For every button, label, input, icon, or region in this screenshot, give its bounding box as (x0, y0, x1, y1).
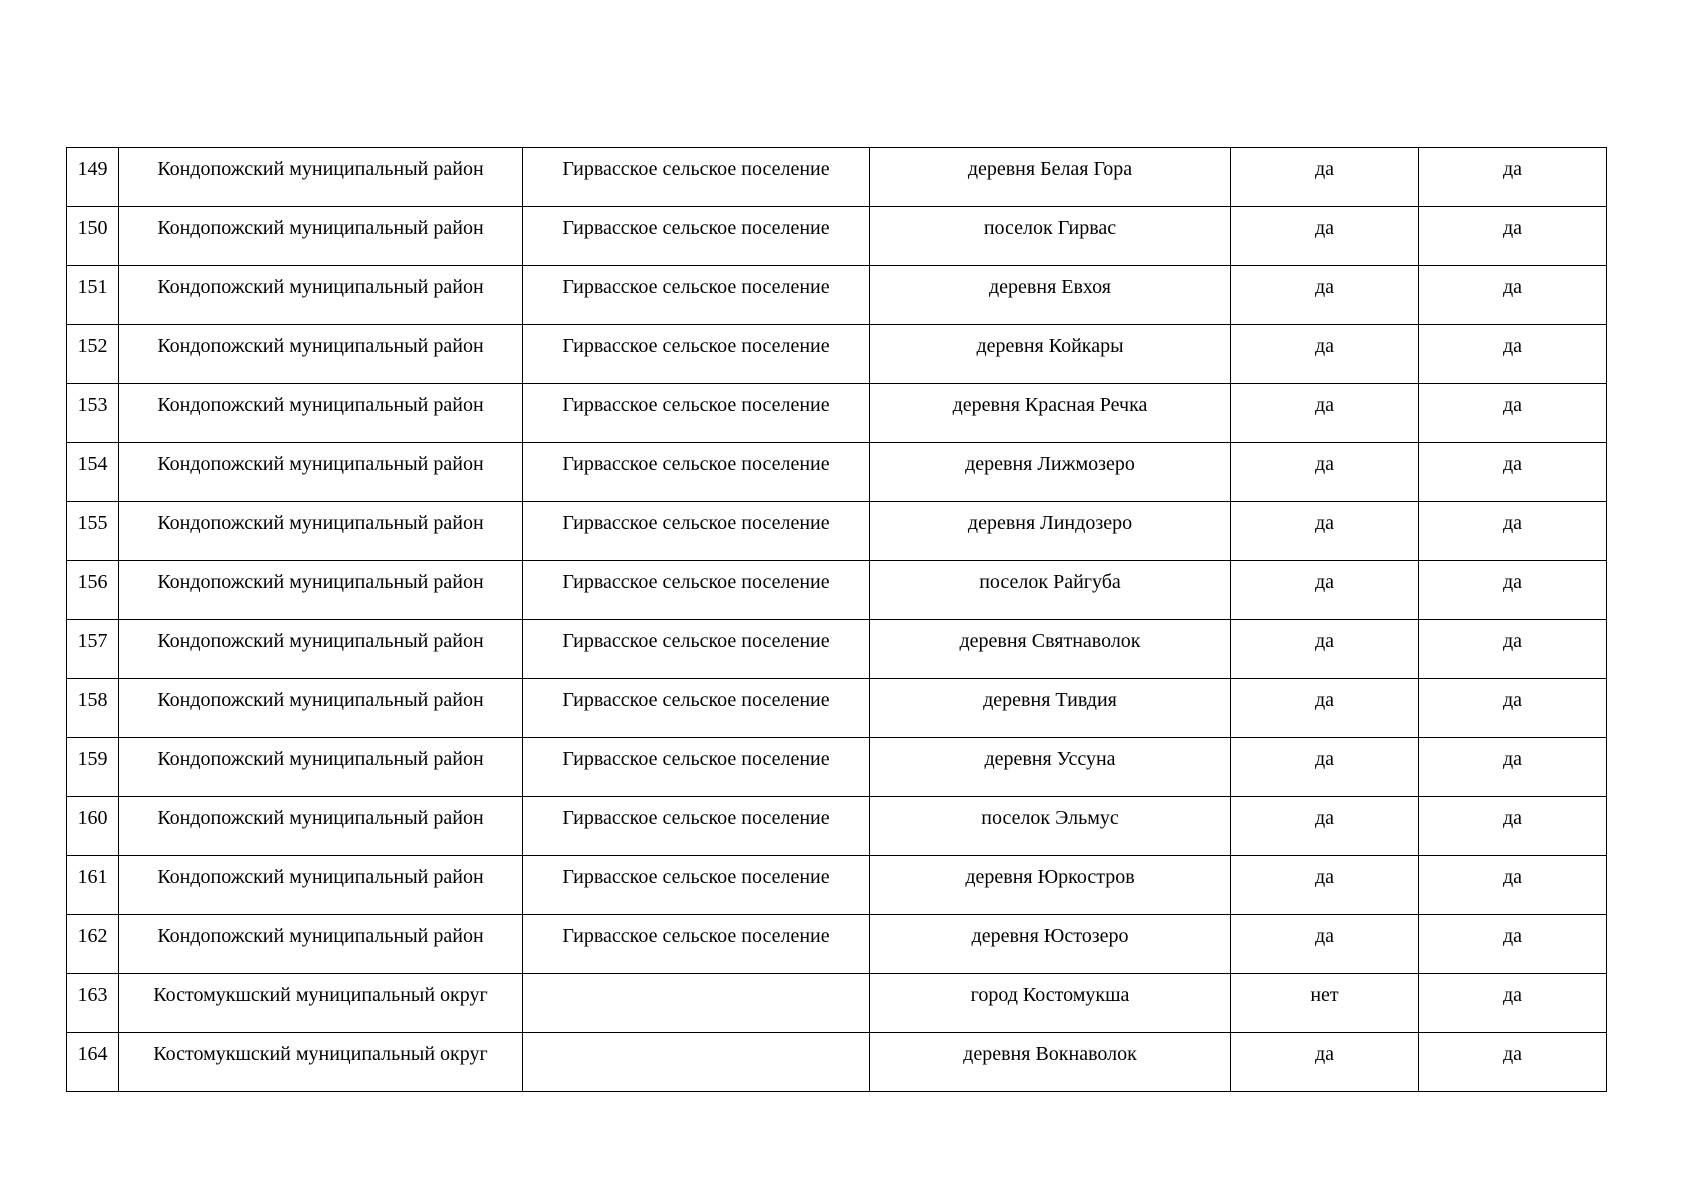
row-number-cell (67, 974, 119, 1033)
flag-cell-1 (1231, 384, 1419, 443)
district-cell-text: Кондопожский муниципальный район (157, 512, 484, 534)
table-row (67, 443, 1607, 502)
locality-cell-text: деревня Евхоя (989, 276, 1111, 298)
settlement-cell (523, 325, 870, 384)
table-row (67, 148, 1607, 207)
flag-cell-1-text: да (1314, 217, 1335, 239)
flag-cell-2-text: да (1502, 571, 1523, 593)
settlement-cell-text: Гирвасское сельское поселение (562, 217, 830, 239)
locality-cell (870, 148, 1231, 207)
flag-cell-2 (1419, 443, 1607, 502)
row-number-cell-text: 159 (77, 748, 108, 770)
row-number-cell (67, 266, 119, 325)
flag-cell-1 (1231, 620, 1419, 679)
flag-cell-2-text: да (1502, 394, 1523, 416)
row-number-cell (67, 679, 119, 738)
district-cell (119, 915, 523, 974)
settlement-cell (523, 856, 870, 915)
district-cell-text: Кондопожский муниципальный район (157, 453, 484, 475)
district-cell-text: Кондопожский муниципальный район (157, 748, 484, 770)
row-number-cell (67, 148, 119, 207)
flag-cell-2 (1419, 502, 1607, 561)
settlement-cell (523, 207, 870, 266)
district-cell (119, 325, 523, 384)
flag-cell-2 (1419, 148, 1607, 207)
flag-cell-1-text: да (1314, 630, 1335, 652)
flag-cell-2 (1419, 266, 1607, 325)
locality-cell (870, 325, 1231, 384)
district-cell (119, 207, 523, 266)
table-row (67, 679, 1607, 738)
district-cell-text: Кондопожский муниципальный район (157, 866, 484, 888)
district-cell (119, 266, 523, 325)
locality-cell-text: деревня Юстозеро (971, 925, 1129, 947)
row-number-cell-text: 149 (77, 158, 108, 180)
row-number-cell-text: 154 (77, 453, 108, 475)
settlement-cell-text: Гирвасское сельское поселение (562, 158, 830, 180)
table-row (67, 1033, 1607, 1092)
table-row (67, 561, 1607, 620)
locality-cell (870, 915, 1231, 974)
flag-cell-2 (1419, 915, 1607, 974)
table-row (67, 974, 1607, 1033)
row-number-cell-text: 164 (77, 1043, 108, 1065)
settlement-cell-text: Гирвасское сельское поселение (562, 925, 830, 947)
flag-cell-2 (1419, 325, 1607, 384)
district-cell (119, 738, 523, 797)
district-cell-text: Костомукшский муниципальный округ (153, 984, 488, 1006)
flag-cell-1-text: да (1314, 571, 1335, 593)
flag-cell-1 (1231, 856, 1419, 915)
settlements-table (66, 147, 1607, 1092)
locality-cell-text: деревня Вокнаволок (963, 1043, 1137, 1065)
settlement-cell-text: Гирвасское сельское поселение (562, 866, 830, 888)
flag-cell-2-text: да (1502, 158, 1523, 180)
table-row (67, 797, 1607, 856)
table-row (67, 502, 1607, 561)
row-number-cell-text: 153 (77, 394, 108, 416)
district-cell-text: Костомукшский муниципальный округ (153, 1043, 488, 1065)
flag-cell-2-text: да (1502, 689, 1523, 711)
locality-cell-text: деревня Тивдия (983, 689, 1117, 711)
flag-cell-2 (1419, 856, 1607, 915)
row-number-cell-text: 157 (77, 630, 108, 652)
locality-cell-text: деревня Белая Гора (967, 158, 1133, 180)
flag-cell-1 (1231, 502, 1419, 561)
flag-cell-1 (1231, 561, 1419, 620)
settlement-cell-text (523, 974, 869, 984)
flag-cell-2 (1419, 384, 1607, 443)
table-row (67, 266, 1607, 325)
row-number-cell (67, 856, 119, 915)
district-cell (119, 797, 523, 856)
table-row (67, 207, 1607, 266)
settlement-cell-text: Гирвасское сельское поселение (562, 512, 830, 534)
settlement-cell (523, 148, 870, 207)
locality-cell (870, 856, 1231, 915)
flag-cell-1 (1231, 974, 1419, 1033)
row-number-cell-text: 160 (77, 807, 108, 829)
flag-cell-1 (1231, 325, 1419, 384)
table-row (67, 856, 1607, 915)
district-cell (119, 679, 523, 738)
flag-cell-1-text: да (1314, 512, 1335, 534)
settlement-cell (523, 443, 870, 502)
district-cell-text: Кондопожский муниципальный район (157, 689, 484, 711)
locality-cell (870, 502, 1231, 561)
row-number-cell (67, 502, 119, 561)
row-number-cell (67, 797, 119, 856)
row-number-cell-text: 152 (77, 335, 108, 357)
flag-cell-2 (1419, 797, 1607, 856)
district-cell-text: Кондопожский муниципальный район (157, 571, 484, 593)
row-number-cell-text: 162 (77, 925, 108, 947)
flag-cell-1 (1231, 679, 1419, 738)
flag-cell-2 (1419, 738, 1607, 797)
row-number-cell-text: 151 (77, 276, 108, 298)
district-cell (119, 384, 523, 443)
locality-cell (870, 443, 1231, 502)
flag-cell-2-text: да (1502, 630, 1523, 652)
district-cell-text: Кондопожский муниципальный район (157, 394, 484, 416)
locality-cell (870, 384, 1231, 443)
locality-cell-text: поселок Эльмус (981, 807, 1119, 829)
row-number-cell (67, 384, 119, 443)
flag-cell-2-text: да (1502, 1043, 1523, 1065)
settlement-cell-text: Гирвасское сельское поселение (562, 689, 830, 711)
settlement-cell (523, 384, 870, 443)
settlement-cell-text: Гирвасское сельское поселение (562, 807, 830, 829)
row-number-cell (67, 1033, 119, 1092)
flag-cell-2-text: да (1502, 217, 1523, 239)
table-row (67, 738, 1607, 797)
flag-cell-1 (1231, 738, 1419, 797)
row-number-cell (67, 207, 119, 266)
row-number-cell (67, 738, 119, 797)
district-cell-text: Кондопожский муниципальный район (157, 630, 484, 652)
locality-cell (870, 797, 1231, 856)
row-number-cell-text: 156 (77, 571, 108, 593)
district-cell-text: Кондопожский муниципальный район (157, 158, 484, 180)
flag-cell-2 (1419, 620, 1607, 679)
district-cell (119, 620, 523, 679)
row-number-cell-text: 161 (77, 866, 108, 888)
flag-cell-2 (1419, 1033, 1607, 1092)
settlement-cell (523, 679, 870, 738)
locality-cell-text: деревня Красная Речка (952, 394, 1148, 416)
locality-cell (870, 266, 1231, 325)
flag-cell-2-text: да (1502, 276, 1523, 298)
settlement-cell-text: Гирвасское сельское поселение (562, 748, 830, 770)
district-cell-text: Кондопожский муниципальный район (157, 335, 484, 357)
settlement-cell (523, 266, 870, 325)
district-cell-text: Кондопожский муниципальный район (157, 925, 484, 947)
table-row (67, 325, 1607, 384)
flag-cell-1-text: да (1314, 807, 1335, 829)
settlement-cell-text: Гирвасское сельское поселение (562, 571, 830, 593)
row-number-cell-text: 150 (77, 217, 108, 239)
locality-cell-text: деревня Койкары (976, 335, 1124, 357)
flag-cell-1 (1231, 797, 1419, 856)
flag-cell-1-text: да (1314, 925, 1335, 947)
flag-cell-2-text: да (1502, 807, 1523, 829)
flag-cell-1 (1231, 443, 1419, 502)
table-row (67, 384, 1607, 443)
district-cell (119, 502, 523, 561)
flag-cell-2-text: да (1502, 335, 1523, 357)
flag-cell-1-text: да (1314, 748, 1335, 770)
flag-cell-1-text: да (1314, 335, 1335, 357)
row-number-cell (67, 561, 119, 620)
flag-cell-2-text: да (1502, 748, 1523, 770)
settlement-cell (523, 797, 870, 856)
district-cell-text: Кондопожский муниципальный район (157, 807, 484, 829)
locality-cell-text: деревня Святнаволок (959, 630, 1141, 652)
settlement-cell-text: Гирвасское сельское поселение (562, 453, 830, 475)
district-cell-text: Кондопожский муниципальный район (157, 276, 484, 298)
flag-cell-2 (1419, 974, 1607, 1033)
locality-cell (870, 1033, 1231, 1092)
district-cell (119, 856, 523, 915)
settlement-cell-text: Гирвасское сельское поселение (562, 394, 830, 416)
flag-cell-1 (1231, 148, 1419, 207)
table-body (67, 148, 1607, 1092)
row-number-cell-text: 158 (77, 689, 108, 711)
locality-cell (870, 620, 1231, 679)
settlement-cell (523, 561, 870, 620)
row-number-cell-text: 163 (77, 984, 108, 1006)
locality-cell (870, 738, 1231, 797)
locality-cell-text: деревня Уссуна (984, 748, 1116, 770)
flag-cell-1-text: да (1314, 158, 1335, 180)
district-cell (119, 148, 523, 207)
district-cell (119, 1033, 523, 1092)
locality-cell (870, 561, 1231, 620)
locality-cell-text: деревня Юркостров (965, 866, 1135, 888)
flag-cell-2-text: да (1502, 984, 1523, 1006)
flag-cell-2 (1419, 561, 1607, 620)
flag-cell-1 (1231, 266, 1419, 325)
settlement-cell (523, 974, 870, 1033)
settlement-cell (523, 738, 870, 797)
settlement-cell-text: Гирвасское сельское поселение (562, 630, 830, 652)
row-number-cell (67, 620, 119, 679)
row-number-cell (67, 443, 119, 502)
row-number-cell-text: 155 (77, 512, 108, 534)
settlement-cell (523, 1033, 870, 1092)
flag-cell-1-text: да (1314, 689, 1335, 711)
flag-cell-1-text: да (1314, 394, 1335, 416)
settlement-cell-text: Гирвасское сельское поселение (562, 276, 830, 298)
flag-cell-2-text: да (1502, 925, 1523, 947)
row-number-cell (67, 325, 119, 384)
district-cell (119, 974, 523, 1033)
flag-cell-2 (1419, 207, 1607, 266)
settlement-cell (523, 620, 870, 679)
settlement-cell (523, 502, 870, 561)
row-number-cell (67, 915, 119, 974)
flag-cell-2-text: да (1502, 512, 1523, 534)
settlement-cell (523, 915, 870, 974)
flag-cell-1 (1231, 1033, 1419, 1092)
settlement-cell-text: Гирвасское сельское поселение (562, 335, 830, 357)
locality-cell-text: поселок Гирвас (983, 217, 1117, 239)
locality-cell-text: город Костомукша (970, 984, 1130, 1006)
table-row (67, 620, 1607, 679)
flag-cell-1 (1231, 915, 1419, 974)
flag-cell-2-text: да (1502, 866, 1523, 888)
flag-cell-1-text: да (1314, 453, 1335, 475)
locality-cell-text: поселок Райгуба (979, 571, 1121, 593)
locality-cell (870, 207, 1231, 266)
flag-cell-1-text: нет (1310, 984, 1339, 1006)
locality-cell-text: деревня Лижмозеро (965, 453, 1135, 475)
locality-cell-text: деревня Линдозеро (967, 512, 1133, 534)
flag-cell-1-text: да (1314, 276, 1335, 298)
district-cell (119, 443, 523, 502)
table-row (67, 915, 1607, 974)
district-cell-text: Кондопожский муниципальный район (157, 217, 484, 239)
flag-cell-2-text: да (1502, 453, 1523, 475)
locality-cell (870, 974, 1231, 1033)
flag-cell-1-text: да (1314, 1043, 1335, 1065)
flag-cell-1-text: да (1314, 866, 1335, 888)
locality-cell (870, 679, 1231, 738)
settlement-cell-text (523, 1033, 869, 1043)
district-cell (119, 561, 523, 620)
flag-cell-1 (1231, 207, 1419, 266)
flag-cell-2 (1419, 679, 1607, 738)
